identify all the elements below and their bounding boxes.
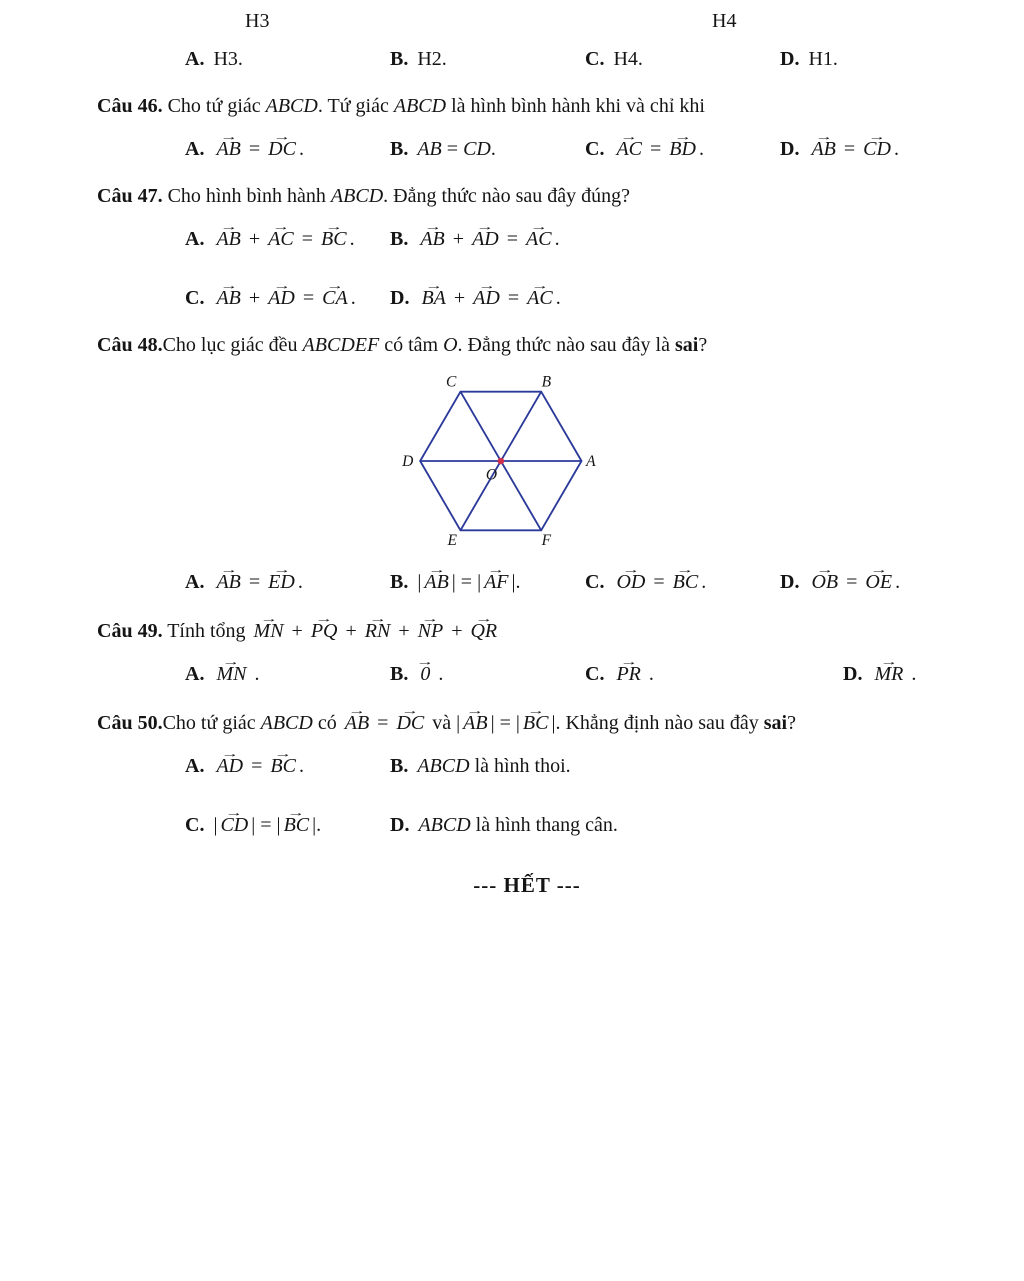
option-text: OD → = BC → . <box>613 571 706 593</box>
question-47-stem <box>97 181 984 212</box>
hexagon-svg <box>397 371 615 551</box>
vertex-label-c: C <box>446 373 457 391</box>
question-50-stem <box>97 706 984 739</box>
option <box>185 749 390 782</box>
vertex-label-a: A <box>586 453 596 471</box>
option <box>185 657 390 690</box>
question-number: Câu 47. <box>97 185 163 207</box>
option <box>843 657 984 690</box>
option-text: MN → . <box>213 663 259 685</box>
option-text: AD → = BC → . <box>213 755 304 777</box>
option-text: | AB → | = | AF → |. <box>417 571 520 593</box>
option <box>780 44 984 75</box>
question-number: Câu 49. <box>97 620 163 642</box>
option-text: H3. <box>213 48 243 70</box>
option-label: A. <box>185 228 205 250</box>
previous-figure-labels <box>97 6 984 40</box>
option <box>585 132 780 165</box>
option-label: C. <box>585 571 605 593</box>
option-text: H2. <box>417 48 447 70</box>
option-label: A. <box>185 755 205 777</box>
option-label: B. <box>390 48 409 70</box>
question-47-options <box>185 222 984 314</box>
option-text: AB → = ED → . <box>213 571 302 593</box>
option-label: A. <box>185 663 205 685</box>
option-text: 0 → . <box>417 663 443 685</box>
option-label: B. <box>390 138 409 160</box>
option-label: C. <box>585 48 605 70</box>
option <box>185 808 390 841</box>
option <box>585 44 780 75</box>
question-46-stem <box>97 91 984 122</box>
option <box>390 657 585 690</box>
option <box>390 565 585 598</box>
option-text: AB → = DC → . <box>213 138 304 160</box>
option <box>390 751 984 782</box>
option <box>185 44 390 75</box>
option <box>390 810 984 841</box>
option-label: C. <box>185 814 205 836</box>
option-label: A. <box>185 138 205 160</box>
hexagon-figure <box>397 371 617 561</box>
option-text: H1. <box>808 48 838 70</box>
vertex-label-d: D <box>402 453 414 471</box>
option-label: B. <box>390 228 409 250</box>
option <box>390 134 585 165</box>
question-48-stem <box>97 330 984 361</box>
option-text: AB → + AD → = CA → . <box>213 287 355 309</box>
question-text: Cho hình bình hành ABCD. Đẳng thức nào sau đây đúng? <box>162 185 631 207</box>
question-number: Câu 48. <box>97 334 163 356</box>
option-label: C. <box>585 663 605 685</box>
option <box>390 44 585 75</box>
vertex-label-e: E <box>447 531 457 549</box>
option <box>185 565 390 598</box>
question-50-options <box>185 749 984 841</box>
option-label: B. <box>390 663 409 685</box>
question-number: Câu 46. <box>97 95 163 117</box>
option-text: H4. <box>613 48 643 70</box>
option <box>390 222 984 255</box>
center-label-o: O <box>485 466 498 484</box>
previous-question-options <box>185 44 984 75</box>
option-label: A. <box>185 48 205 70</box>
option-text: ABCD là hình thoi. <box>417 755 571 777</box>
question-text: Cho tứ giác ABCD. Tứ giác ABCD là hình bình hành khi và chỉ khi <box>162 95 705 117</box>
option-text: MR → . <box>871 663 916 685</box>
option-label: D. <box>780 138 800 160</box>
question-text: Cho lục giác đều ABCDEF có tâm O. Đẳng thức nào sau đây là sai? <box>162 334 708 356</box>
question-48-options <box>185 565 984 598</box>
option-label: D. <box>780 48 800 70</box>
end-marker: --- HẾT --- <box>473 873 581 897</box>
option <box>390 281 984 314</box>
option-text: AC → = BD → . <box>613 138 704 160</box>
option-label: A. <box>185 571 205 593</box>
vertex-label-b: B <box>541 373 552 391</box>
option <box>185 132 390 165</box>
option-label: D. <box>390 814 410 836</box>
question-text: Tính tổng MN → + PQ → + RN → + NP → + QR → <box>163 620 501 642</box>
option-label: D. <box>780 571 800 593</box>
option-text: AB = CD. <box>417 138 496 160</box>
option-label: D. <box>390 287 410 309</box>
option <box>780 132 984 165</box>
option-text: OB → = OE → . <box>808 571 900 593</box>
question-46-options <box>185 132 984 165</box>
option-label: B. <box>390 571 409 593</box>
option-label: C. <box>185 287 205 309</box>
question-49-stem <box>97 614 984 647</box>
option-text: BA → + AD → = AC → . <box>418 287 560 309</box>
option <box>780 565 984 598</box>
option-text: AB → + AD → = AC → . <box>417 228 559 250</box>
option-text: ABCD là hình thang cân. <box>418 814 618 836</box>
option-label: C. <box>585 138 605 160</box>
question-number: Câu 50. <box>97 712 163 734</box>
question-49-options <box>185 657 984 690</box>
option-text: AB → = CD → . <box>808 138 899 160</box>
vertex-label-f: F <box>541 531 552 549</box>
option <box>585 565 780 598</box>
figure-label-h4: H4 <box>712 10 737 32</box>
option-text: PR → . <box>613 663 653 685</box>
option-label: D. <box>843 663 863 685</box>
option <box>185 222 390 255</box>
figure-label-h3: H3 <box>245 10 270 32</box>
option-text: AB → + AC → = BC → . <box>213 228 354 250</box>
option <box>585 657 843 690</box>
center-point <box>498 458 505 465</box>
question-text: Cho tứ giác ABCD có AB → = DC → và | AB → | = | BC → |. Khẳng định nào sau đây sai? <box>163 712 796 734</box>
option <box>185 281 390 314</box>
option-text: | CD → | = | BC → |. <box>213 814 321 836</box>
option-label: B. <box>390 755 409 777</box>
